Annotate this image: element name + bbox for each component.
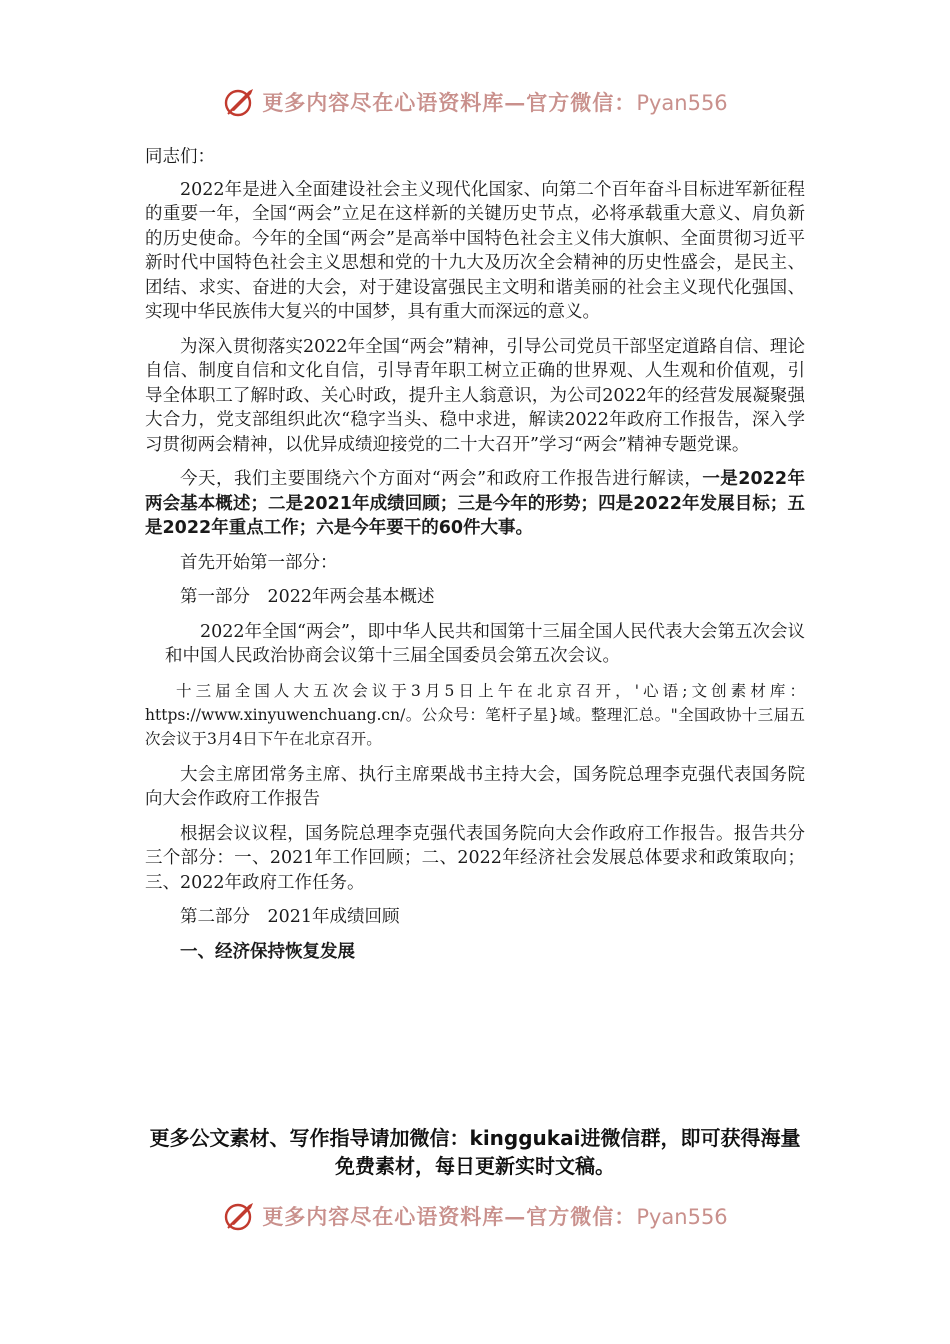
subheading-economy: 一、经济保持恢复发展 bbox=[180, 941, 355, 962]
outline-items: 一是2022年两会基本概述；二是2021年成绩回顾；三是今年的形势；四是2022年发展目标；五是2022年重点工作；六是今年要干的60件大事。 bbox=[145, 469, 805, 538]
header-banner bbox=[0, 82, 950, 122]
section-heading-part1: 第一部分 2022年两会基本概述 bbox=[180, 587, 435, 607]
document-body bbox=[145, 145, 805, 964]
paragraph-intro: 2022年是进入全面建设社会主义现代化国家、向第二个百年奋斗目标进军新征程的重要一年，全国“两会”立足在这样新的关键历史节点，必将承载重大意义、肩负新的历史使命。今年的全国“两会”是高举中国特色社会主义伟大旗帜、全面贯彻习近平新时代中国特色社会主义思想和党的十九大及历次全会精神的历史性盛会，是民主、团结、求实、奋进的大会，对于建设富强民主文明和谐美丽的社会主义现代化强国、实现中华民族伟大复兴的中国梦，具有重大而深远的意义。 bbox=[145, 179, 805, 322]
paragraph-purpose: 为深入贯彻落实2022年全国“两会”精神，引导公司党员干部坚定道路自信、理论自信、制度自信和文化自信，引导青年职工树立正确的世界观、人生观和价值观，引导全体职工了解时政、关心时政，提升主人翁意识，为公司2022年的经营发展凝聚强大合力，党支部组织此次“稳字当头、稳中求进，解读2022年政府工作报告，深入学习贯彻两会精神，以优异成绩迎接党的二十大召开”学习“两会”精神专题党课。 bbox=[145, 336, 805, 455]
outline-lead: 今天，我们主要围绕六个方面对“两会”和政府工作报告进行解读， bbox=[180, 469, 703, 489]
paragraph-chair: 大会主席团常务主席、执行主席栗战书主持大会，国务院总理李克强代表国务院向大会作政府工作报告 bbox=[145, 764, 805, 809]
greeting: 同志们： bbox=[145, 147, 215, 167]
paragraph-begin: 首先开始第一部分： bbox=[180, 552, 338, 573]
footer-banner bbox=[0, 1196, 950, 1236]
paragraph-sessions: 2022年全国“两会”，即中华人民共和国第十三届全国人民代表大会第五次会议和中国人民政治协商会议第十三届全国委员会第五次会议。 bbox=[165, 621, 805, 666]
paragraph-dates: 十三届全国人大五次会议于3月5日上午在北京召开，'心语;文创素材库：https://www.xinyuwenchuang.cn/。公众号：笔杆子星}域。整理汇总。"全国政协十三届五次会议于3月4日下午在北京召开。 bbox=[145, 681, 805, 748]
section-heading-part2: 第二部分 2021年成绩回顾 bbox=[180, 907, 400, 927]
footer-promo-note: 更多公文素材、写作指导请加微信：kinggukai进微信群，即可获得海量免费素材，每日更新实时文稿。 bbox=[149, 1126, 801, 1178]
paragraph-agenda: 根据会议议程，国务院总理李克强代表国务院向大会作政府工作报告。报告共分三个部分：一、2021年工作回顾；二、2022年经济社会发展总体要求和政策取向；三、2022年政府工作任务。 bbox=[145, 823, 805, 893]
quill-logo-icon bbox=[222, 84, 258, 120]
footer-banner-text: 更多内容尽在心语资料库—官方微信：Pyan556 bbox=[262, 1204, 728, 1229]
paragraph-outline bbox=[145, 467, 805, 541]
quill-logo-icon bbox=[222, 1198, 258, 1234]
header-banner-text: 更多内容尽在心语资料库—官方微信：Pyan556 bbox=[262, 90, 728, 115]
